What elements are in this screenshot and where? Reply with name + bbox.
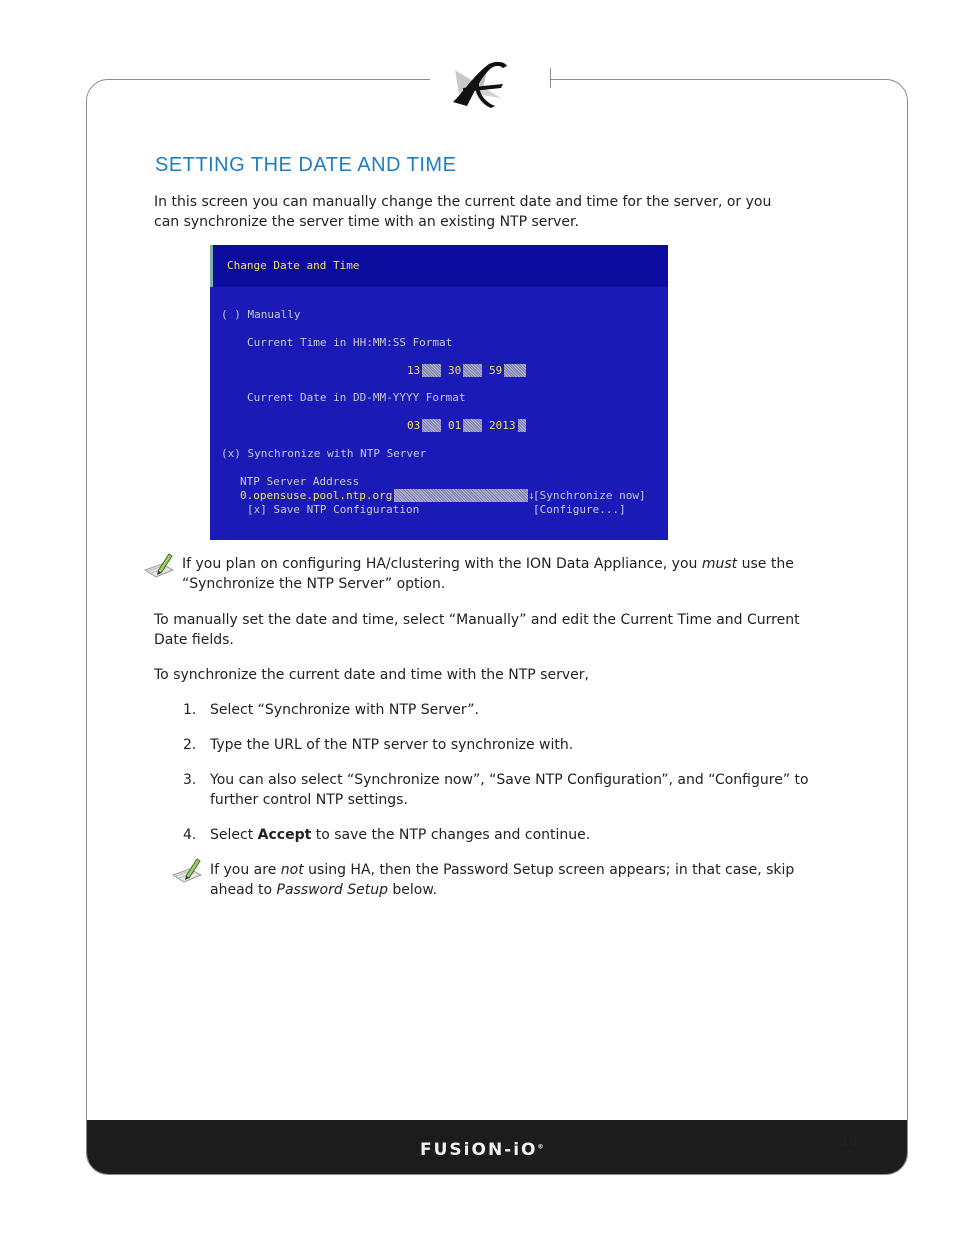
manual-paragraph: To manually set the date and time, select “Manually” and edit the Current Time and Current Date fields.	[154, 612, 800, 648]
seconds-field: 59	[489, 364, 526, 377]
note-pencil-icon	[170, 855, 204, 885]
frame-tick	[550, 68, 551, 88]
step-number: 3.	[183, 772, 197, 788]
terminal-screenshot	[210, 245, 668, 540]
minutes-field: 30	[448, 364, 482, 377]
terminal-header	[210, 245, 668, 287]
configure-button: [Configure...]	[533, 503, 626, 516]
year-field: 2013	[489, 419, 526, 432]
sync-paragraph: To synchronize the current date and time with the NTP server,	[154, 667, 589, 683]
password-setup-reference: Password Setup	[276, 882, 388, 898]
ntp-address-label: NTP Server Address	[240, 475, 360, 488]
step-number: 4.	[183, 827, 197, 843]
ntp-address-field: 0.opensuse.pool.ntp.org	[240, 489, 528, 502]
manual-option: ( ) Manually	[221, 308, 301, 321]
save-ntp-checkbox: [x] Save NTP Configuration	[247, 503, 420, 516]
page-number: 18	[840, 1134, 858, 1150]
hours-field: 13	[407, 364, 441, 377]
note-pencil-icon	[142, 550, 176, 580]
sync-now-button: [Synchronize now]	[533, 489, 646, 502]
section-title: SETTING THE DATE AND TIME	[155, 154, 457, 176]
fusion-io-emblem-icon	[445, 54, 511, 114]
step-number: 1.	[183, 702, 197, 718]
time-label: Current Time in HH:MM:SS Format	[247, 336, 453, 349]
step-text: You can also select “Synchronize now”, “Save NTP Configuration”, and “Configure” to further control NTP settings.	[210, 772, 809, 808]
step-text: Select Accept to save the NTP changes and continue.	[210, 827, 591, 843]
terminal-title: Change Date and Time	[227, 259, 360, 272]
step-number: 2.	[183, 737, 197, 753]
scroll-down-arrow-icon: ↓	[528, 489, 535, 502]
date-label: Current Date in DD-MM-YYYY Format	[247, 391, 466, 404]
step-text: Select “Synchronize with NTP Server”.	[210, 702, 479, 718]
step-text: Type the URL of the NTP server to synchronize with.	[210, 737, 574, 753]
note-password-setup: If you are not using HA, then the Password Setup screen appears; in that case, skip ahead to Password Setup below.	[210, 862, 795, 898]
intro-paragraph: In this screen you can manually change the current date and time for the server, or you can synchronize the server time with an existing NTP server.	[154, 194, 772, 230]
month-field: 01	[448, 419, 482, 432]
note-ha-ntp: If you plan on configuring HA/clustering with the ION Data Appliance, you must use the “Synchronize the NTP Server” option.	[182, 556, 794, 592]
fusion-io-wordmark: FUSiON-iO®	[420, 1140, 546, 1160]
ntp-option: (x) Synchronize with NTP Server	[221, 447, 427, 460]
day-field: 03	[407, 419, 441, 432]
